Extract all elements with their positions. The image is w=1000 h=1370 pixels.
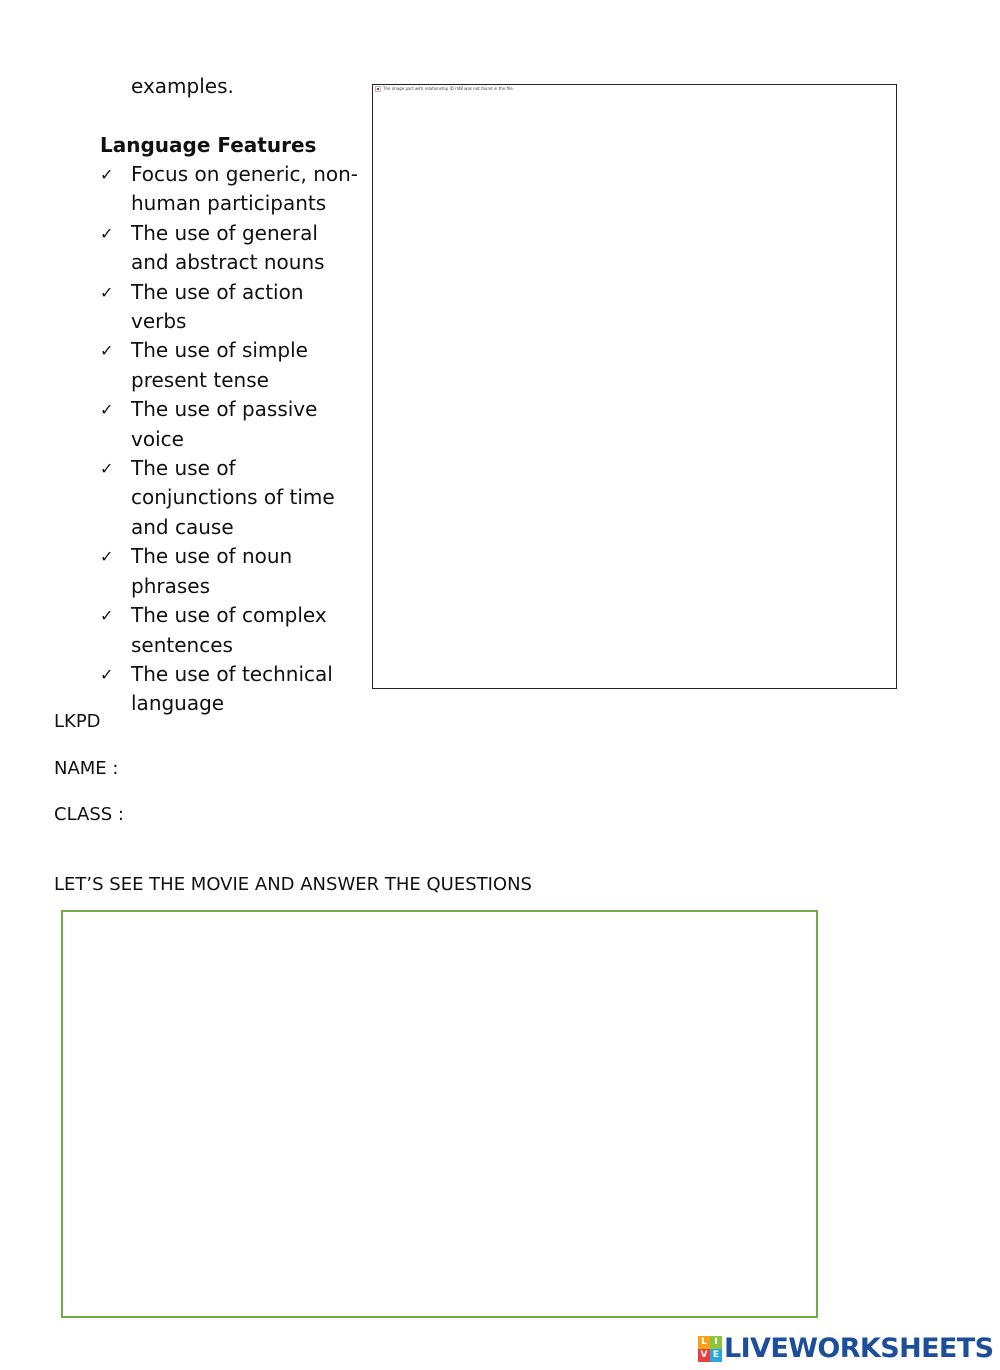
logo-letter: E: [710, 1349, 722, 1362]
list-item-text: The use of general and abstract nouns: [131, 220, 325, 275]
logo-letter: V: [698, 1349, 710, 1362]
list-item-text: The use of simple present tense: [131, 338, 308, 392]
language-features-list: [100, 160, 360, 719]
image-placeholder-frame: [372, 84, 897, 689]
check-icon: ✓: [100, 547, 114, 567]
list-item-text: The use of complex sentences: [131, 603, 327, 657]
class-label: CLASS :: [54, 804, 124, 825]
list-item: [100, 160, 360, 219]
list-item-text: The use of technical language: [131, 661, 333, 716]
broken-image-icon: [375, 86, 381, 92]
check-icon: ✓: [100, 400, 114, 420]
check-icon: ✓: [100, 223, 114, 243]
list-item: [100, 454, 360, 542]
intro-text: examples.: [131, 74, 234, 98]
instruction-text: LET’S SEE THE MOVIE AND ANSWER THE QUESTIONS: [54, 874, 532, 895]
check-icon: ✓: [100, 459, 114, 479]
check-icon: ✓: [100, 282, 114, 302]
broken-image-text: The image part with relationship ID rId8 was not found in the file.: [383, 86, 514, 91]
lkpd-label: LKPD: [54, 711, 101, 732]
list-item: [100, 601, 360, 660]
list-item-text: Focus on generic, non-human participants: [131, 162, 359, 216]
language-features-heading: Language Features: [100, 133, 317, 157]
list-item-text: The use of passive voice: [131, 397, 318, 451]
brand-name: LIVEWORKSHEETS: [724, 1333, 994, 1364]
list-item: [100, 336, 360, 395]
name-label: NAME :: [54, 758, 119, 779]
check-icon: ✓: [100, 606, 114, 626]
logo-letter: L: [698, 1336, 710, 1349]
list-item-text: The use of noun phrases: [131, 544, 293, 598]
check-icon: ✓: [100, 341, 114, 361]
liveworksheets-logo-icon: [698, 1336, 722, 1362]
check-icon: ✓: [100, 165, 114, 184]
list-item-text: The use of action verbs: [131, 279, 304, 334]
list-item-text: The use of conjunctions of time and cause: [131, 456, 335, 539]
logo-letter: I: [710, 1336, 722, 1349]
list-item: [100, 542, 360, 601]
list-item: [100, 278, 360, 337]
video-frame[interactable]: [61, 910, 818, 1318]
list-item: [100, 395, 360, 454]
check-icon: ✓: [100, 664, 114, 684]
list-item: [100, 660, 360, 719]
list-item: [100, 219, 360, 278]
liveworksheets-brand[interactable]: [698, 1334, 993, 1364]
